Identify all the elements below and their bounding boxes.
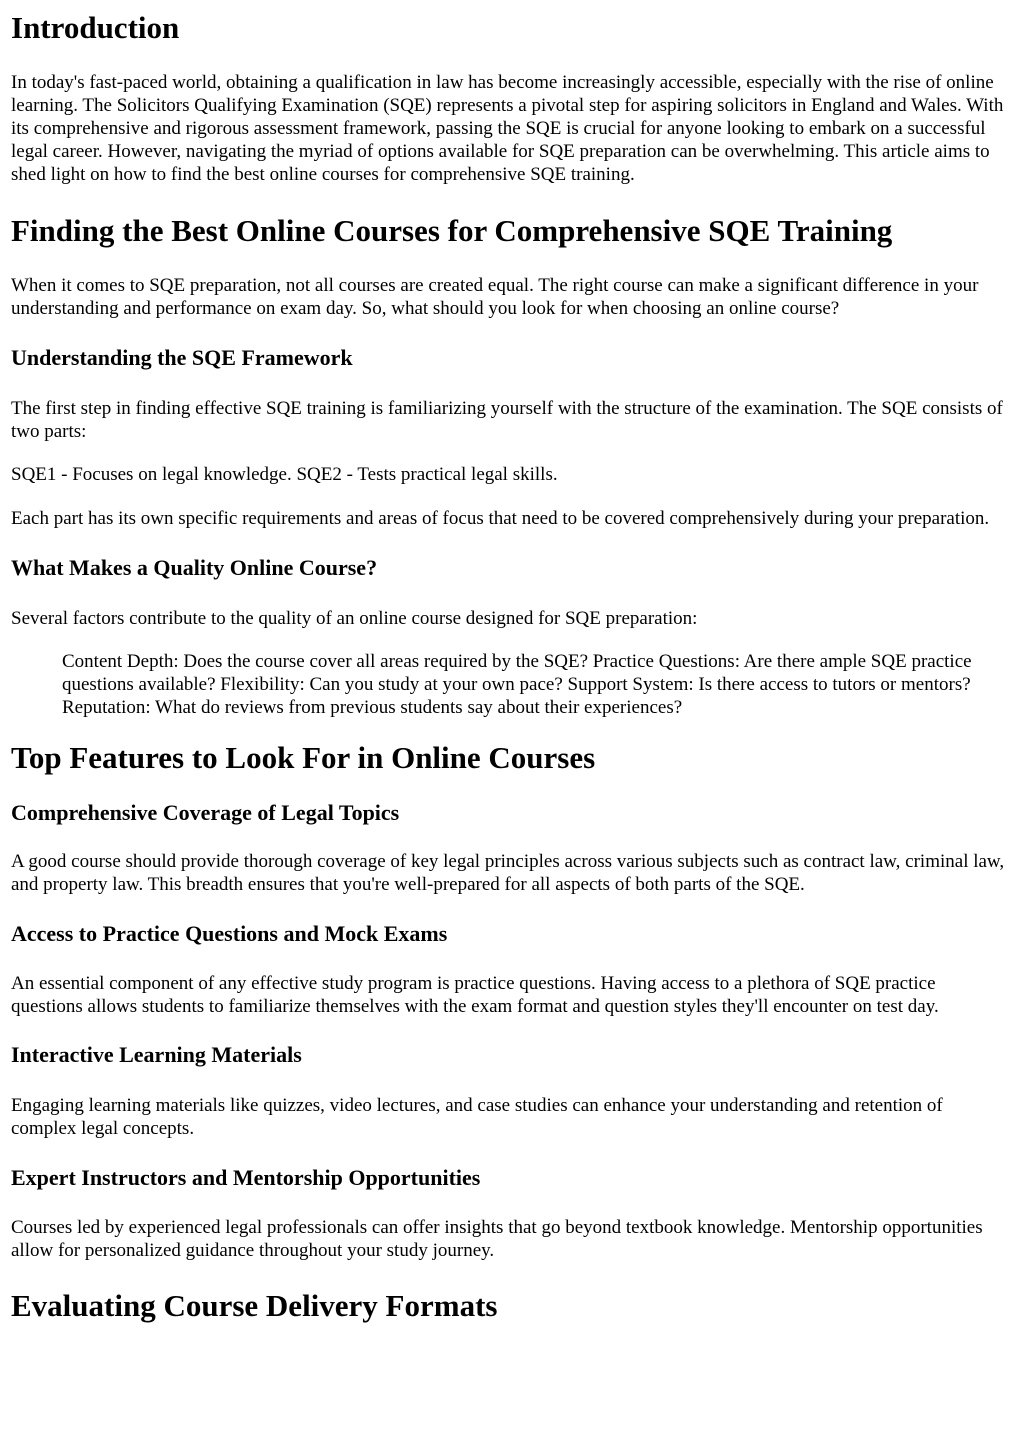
subheading-practice-questions: Access to Practice Questions and Mock Exams: [11, 921, 448, 946]
paragraph-part-requirements: Each part has its own specific requirements and areas of focus that need to be covered comprehensively during your preparation.: [11, 508, 990, 529]
paragraph-sqe-parts: SQE1 - Focuses on legal knowledge. SQE2 - Tests practical legal skills.: [11, 464, 558, 485]
section-heading-delivery-formats: Evaluating Course Delivery Formats: [11, 1288, 498, 1323]
subheading-quality-course: What Makes a Quality Online Course?: [11, 555, 378, 580]
section-heading-introduction: Introduction: [11, 10, 180, 45]
blockquote-quality-factors: Content Depth: Does the course cover all areas required by the SQE? Practice Questions: Are there ample SQE practice questions available? Flexibility: Can you study at your own pace? Support System: Is there access to tutors or mentors? Reputation: What do reviews from previous students say about their experiences?: [62, 651, 972, 718]
paragraph-expert-instructors: Courses led by experienced legal professionals can offer insights that go beyond textbook knowledge. Mentorship opportunities allow for personalized guidance throughout your study journey.: [11, 1217, 983, 1261]
section-heading-finding-courses: Finding the Best Online Courses for Comprehensive SQE Training: [11, 213, 893, 248]
subheading-sqe-framework: Understanding the SQE Framework: [11, 345, 353, 370]
paragraph-quality-factors: Several factors contribute to the quality of an online course designed for SQE preparation:: [11, 608, 698, 629]
paragraph-finding-courses: When it comes to SQE preparation, not all courses are created equal. The right course can make a significant difference in your understanding and performance on exam day. So, what should you look for when choosing an online course?: [11, 275, 979, 319]
section-heading-top-features: Top Features to Look For in Online Courses: [11, 740, 596, 775]
paragraph-sqe-framework: The first step in finding effective SQE training is familiarizing yourself with the structure of the examination. The SQE consists of two parts:: [11, 398, 1003, 442]
subheading-coverage: Comprehensive Coverage of Legal Topics: [11, 800, 400, 825]
paragraph-coverage: A good course should provide thorough coverage of key legal principles across various subjects such as contract law, criminal law, and property law. This breadth ensures that you're well-prepared for all aspects of both parts of the SQE.: [11, 851, 1005, 895]
paragraph-introduction: In today's fast-paced world, obtaining a qualification in law has become increasingly accessible, especially with the rise of online learning. The Solicitors Qualifying Examination (SQE) represents a pivotal step for aspiring solicitors in England and Wales. With its comprehensive and rigorous assessment framework, passing the SQE is crucial for anyone looking to embark on a successful legal career. However, navigating the myriad of options available for SQE preparation can be overwhelming. This article aims to shed light on how to find the best online courses for comprehensive SQE training.: [11, 72, 1004, 185]
subheading-interactive-materials: Interactive Learning Materials: [11, 1042, 302, 1067]
paragraph-practice-questions: An essential component of any effective study program is practice questions. Having access to a plethora of SQE practice questions allows students to familiarize themselves with the exam format and question styles they'll encounter on test day.: [11, 973, 939, 1017]
paragraph-interactive-materials: Engaging learning materials like quizzes, video lectures, and case studies can enhance your understanding and retention of complex legal concepts.: [11, 1095, 943, 1139]
subheading-expert-instructors: Expert Instructors and Mentorship Opportunities: [11, 1165, 481, 1190]
